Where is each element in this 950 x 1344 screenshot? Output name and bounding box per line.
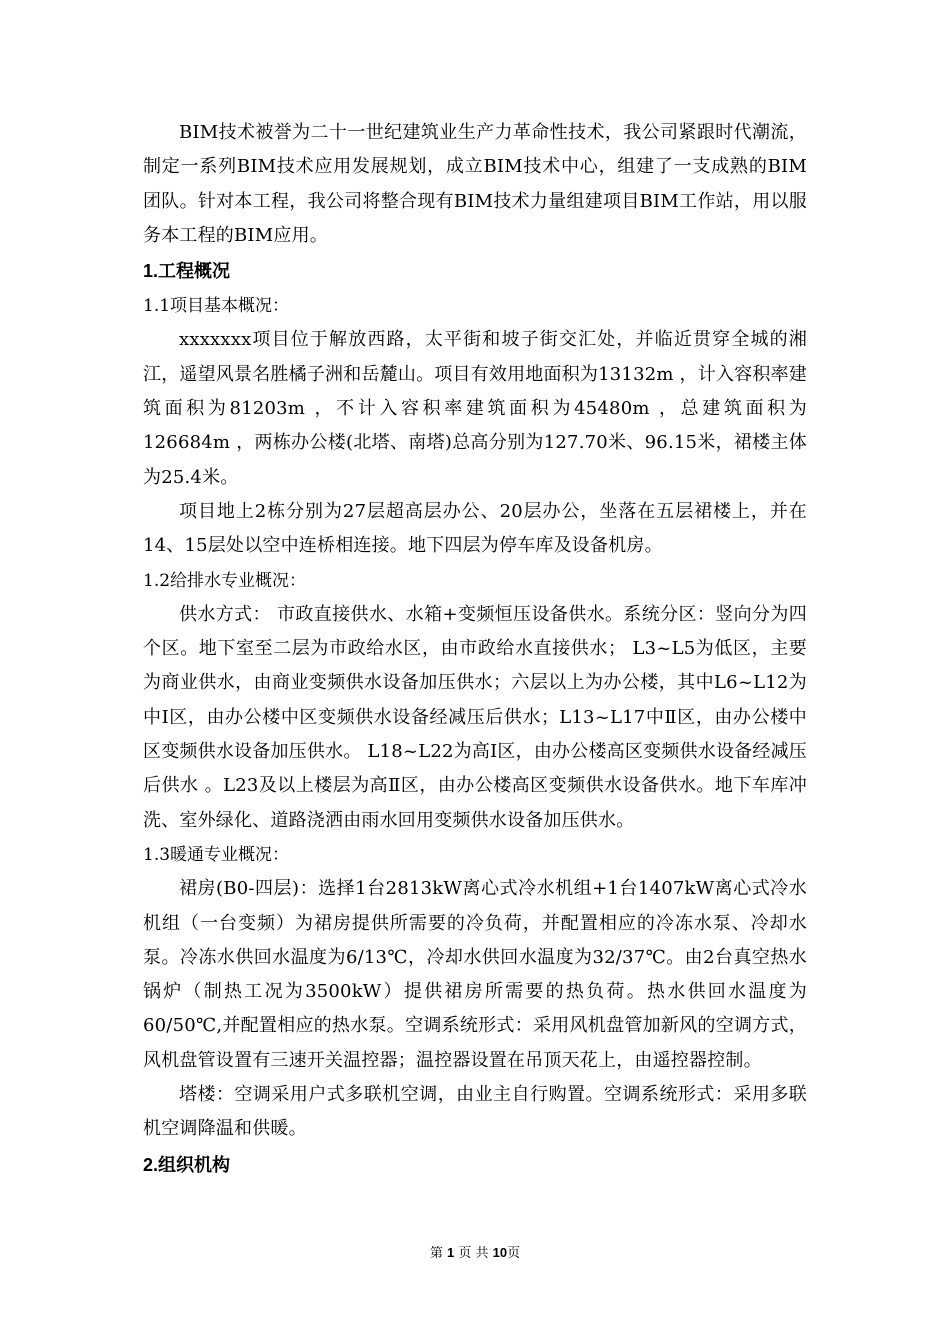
water-supply-paragraph: 供水方式： 市政直接供水、水箱+变频恒压设备供水。系统分区：竖向分为四个区。地下室至二层为市政给水区，由市政给水直接供水； L3~L5为低区，主要为商业供水，由商业变频供水设备加压供水；六层以上为办公楼，其中L6~L12为中Ⅰ区，由办公楼中区变频供水设备经减压后供水；L13~L17中Ⅱ区，由办公楼中区变频供水设备加压供水。 L18~L22为高Ⅰ区，由办公楼高区变频供水设备经减压后供水 。L23及以上楼层为高Ⅱ区，由办公楼高区变频供水设备供水。地下车库冲洗、室外绿化、道路浇洒由雨水回用变频供水设备加压供水。 bbox=[143, 603, 807, 831]
subsection-1-3-heading: 1.3暖通专业概况： bbox=[143, 844, 290, 865]
footer-suffix: 页 bbox=[507, 1246, 521, 1261]
page-footer bbox=[0, 1242, 950, 1261]
footer-prefix: 第 bbox=[429, 1246, 443, 1261]
subsection-1-1-heading: 1.1项目基本概况： bbox=[143, 296, 290, 317]
intro-paragraph: BIM技术被誉为二十一世纪建筑业生产力革命性技术，我公司紧跟时代潮流，制定一系列BIM技术应用发展规划，成立BIM技术中心，组建了一支成熟的BIM团队。针对本工程，我公司将整合现有BIM技术力量组建项目BIM工作站，用以服务本工程的BIM应用。 bbox=[143, 122, 807, 246]
building-layout-paragraph: 项目地上2栋分别为27层超高层办公、20层办公，坐落在五层裙楼上，并在14、15层处以空中连桥相连接。地下四层为停车库及设备机房。 bbox=[143, 500, 807, 557]
document-body bbox=[143, 116, 807, 1183]
footer-page-number: 1 bbox=[447, 1245, 455, 1260]
hvac-podium-paragraph: 裙房(B0-四层)：选择1台2813kW离心式冷水机组+1台1407kW离心式冷水机组（一台变频）为裙房提供所需要的冷负荷，并配置相应的冷冻水泵、冷却水泵。冷冻水供回水温度为6/13℃，冷却水供回水温度为32/37℃。由2台真空热水锅炉（制热工况为3500kW）提供裙房所需要的热负荷。热水供回水温度为60/50℃,并配置相应的热水泵。空调系统形式：采用风机盘管加新风的空调方式，风机盘管设置有三速开关温控器；温控器设置在吊顶天花上，由遥控器控制。 bbox=[143, 878, 807, 1071]
section-1-heading: 1.工程概况 bbox=[143, 261, 231, 282]
subsection-1-2-heading: 1.2给排水专业概况： bbox=[143, 570, 307, 591]
project-overview-paragraph: xxxxxxx项目位于解放西路，太平街和坡子街交汇处，并临近贯穿全城的湘江，遥望风景名胜橘子洲和岳麓山。项目有效用地面积为13132m ，计入容积率建筑面积为81203m ，不计入容积率建筑面积为45480m ，总建筑面积为126684m ，两栋办公楼(北塔、南塔)总高分别为127.70米、96.15米，裙楼主体为25.4米。 bbox=[143, 329, 807, 488]
footer-total-pages: 10 bbox=[492, 1245, 508, 1260]
footer-middle: 页 共 bbox=[458, 1246, 489, 1261]
section-2-heading: 2.组织机构 bbox=[143, 1154, 231, 1175]
hvac-tower-paragraph: 塔楼：空调采用户式多联机空调，由业主自行购置。空调系统形式：采用多联机空调降温和供暖。 bbox=[143, 1084, 807, 1140]
